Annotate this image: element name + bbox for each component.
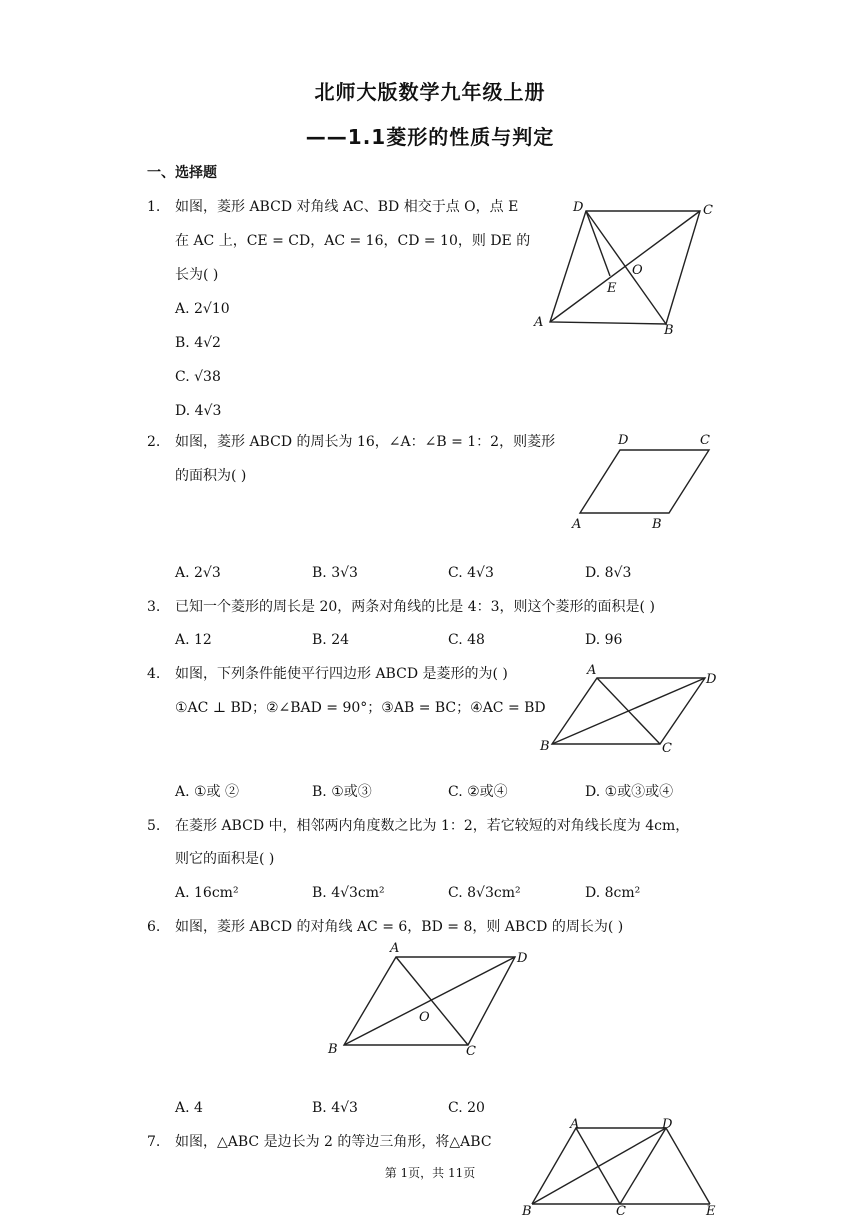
rhombus-figure-q1 (528, 196, 728, 338)
option-d: D. 96 (585, 632, 623, 648)
option-b: B. 4√3cm² (312, 885, 385, 901)
label-o: O (419, 1010, 430, 1025)
option-d: D. 8√3 (585, 565, 632, 581)
label-b: B (522, 1204, 532, 1216)
diagonal-bd (586, 211, 666, 324)
question-text: 已知一个菱形的周长是 20，两条对角线的比是 4：3，则这个菱形的面积是( ) (175, 599, 655, 615)
rhombus-outline (580, 450, 709, 513)
option-b: B. 3√3 (312, 565, 358, 581)
option-c: C. 20 (448, 1100, 485, 1116)
question-number: 5. (147, 818, 161, 834)
option-b: B. ①或③ (312, 784, 372, 800)
label-c: C (662, 741, 672, 756)
option-d: D. ①或③或④ (585, 784, 674, 800)
label-c: C (616, 1204, 626, 1216)
option-c: C. ②或④ (448, 784, 508, 800)
doc-subtitle: ——1.1菱形的性质与判定 (305, 125, 555, 149)
option-d: D. 4√3 (175, 403, 222, 419)
question-number: 2. (147, 434, 161, 450)
question-text: 如图，菱形 ABCD 对角线 AC、BD 相交于点 O，点 E (175, 199, 519, 215)
label-d: D (517, 951, 528, 966)
label-d: D (618, 433, 629, 448)
section-heading: 一、选择题 (147, 165, 217, 181)
option-a: A. 2√10 (175, 301, 230, 317)
option-a: A. 16cm² (175, 885, 239, 901)
parallelogram-figure-q4 (535, 660, 725, 760)
option-a: A. ①或 ② (175, 784, 240, 800)
label-b: B (328, 1042, 338, 1057)
option-c: C. 4√3 (448, 565, 494, 581)
label-b: B (540, 739, 550, 754)
rhombus-figure-q6 (322, 938, 542, 1062)
question-number: 6. (147, 919, 161, 935)
label-d: D (706, 672, 717, 687)
question-text: 如图，菱形 ABCD 的周长为 16，∠A：∠B = 1：2，则菱形 (175, 434, 556, 450)
question-number: 3. (147, 599, 161, 615)
option-b: B. 4√2 (175, 335, 221, 351)
page-footer: 第 1页，共 11页 (384, 1166, 476, 1180)
rhombus-figure-q2 (568, 430, 718, 534)
label-a: A (390, 941, 400, 956)
option-b: B. 24 (312, 632, 350, 648)
question-number: 7. (147, 1134, 161, 1150)
question-text: ①AC ⊥ BD；②∠BAD = 90°；③AB = BC；④AC = BD (175, 700, 546, 716)
question-text: 在菱形 ABCD 中，相邻两内角度数之比为 1：2，若它较短的对角线长度为 4cm， (175, 818, 690, 834)
option-b: B. 4√3 (312, 1100, 358, 1116)
question-text: 如图，△ABC 是边长为 2 的等边三角形，将△ABC (175, 1134, 492, 1150)
question-number: 4. (147, 666, 161, 682)
question-text: 则它的面积是( ) (175, 851, 275, 867)
option-a: A. 4 (175, 1100, 203, 1116)
option-c: C. 48 (448, 632, 485, 648)
question-text: 如图，菱形 ABCD 的对角线 AC = 6，BD = 8，则 ABCD 的周长为( ) (175, 919, 624, 935)
label-o: O (632, 263, 643, 278)
option-c: C. 8√3cm² (448, 885, 521, 901)
label-d: D (573, 200, 584, 215)
option-a: A. 12 (175, 632, 212, 648)
doc-title: 北师大版数学九年级上册 (314, 80, 546, 104)
question-text: 如图，下列条件能使平行四边形 ABCD 是菱形的为( ) (175, 666, 508, 682)
label-c: C (466, 1044, 476, 1059)
label-a: A (534, 315, 544, 330)
label-a: A (572, 517, 582, 532)
segment-de (586, 211, 610, 276)
label-a: A (570, 1117, 580, 1132)
question-text: 的面积为( ) (175, 468, 247, 484)
diagonal-ac (396, 957, 468, 1045)
label-c: C (700, 433, 710, 448)
label-b: B (652, 517, 662, 532)
label-e: E (706, 1204, 716, 1216)
label-a: A (587, 663, 597, 678)
label-d: D (662, 1117, 673, 1132)
option-d: D. 8cm² (585, 885, 641, 901)
question-text: 在 AC 上，CE = CD，AC = 16，CD = 10，则 DE 的 (175, 233, 531, 249)
diagonal-ac (597, 678, 660, 744)
label-e: E (607, 281, 617, 296)
option-a: A. 2√3 (175, 565, 221, 581)
option-c: C. √38 (175, 369, 221, 385)
label-b: B (664, 323, 674, 338)
question-number: 1. (147, 199, 161, 215)
label-c: C (703, 203, 713, 218)
question-text: 长为( ) (175, 267, 219, 283)
